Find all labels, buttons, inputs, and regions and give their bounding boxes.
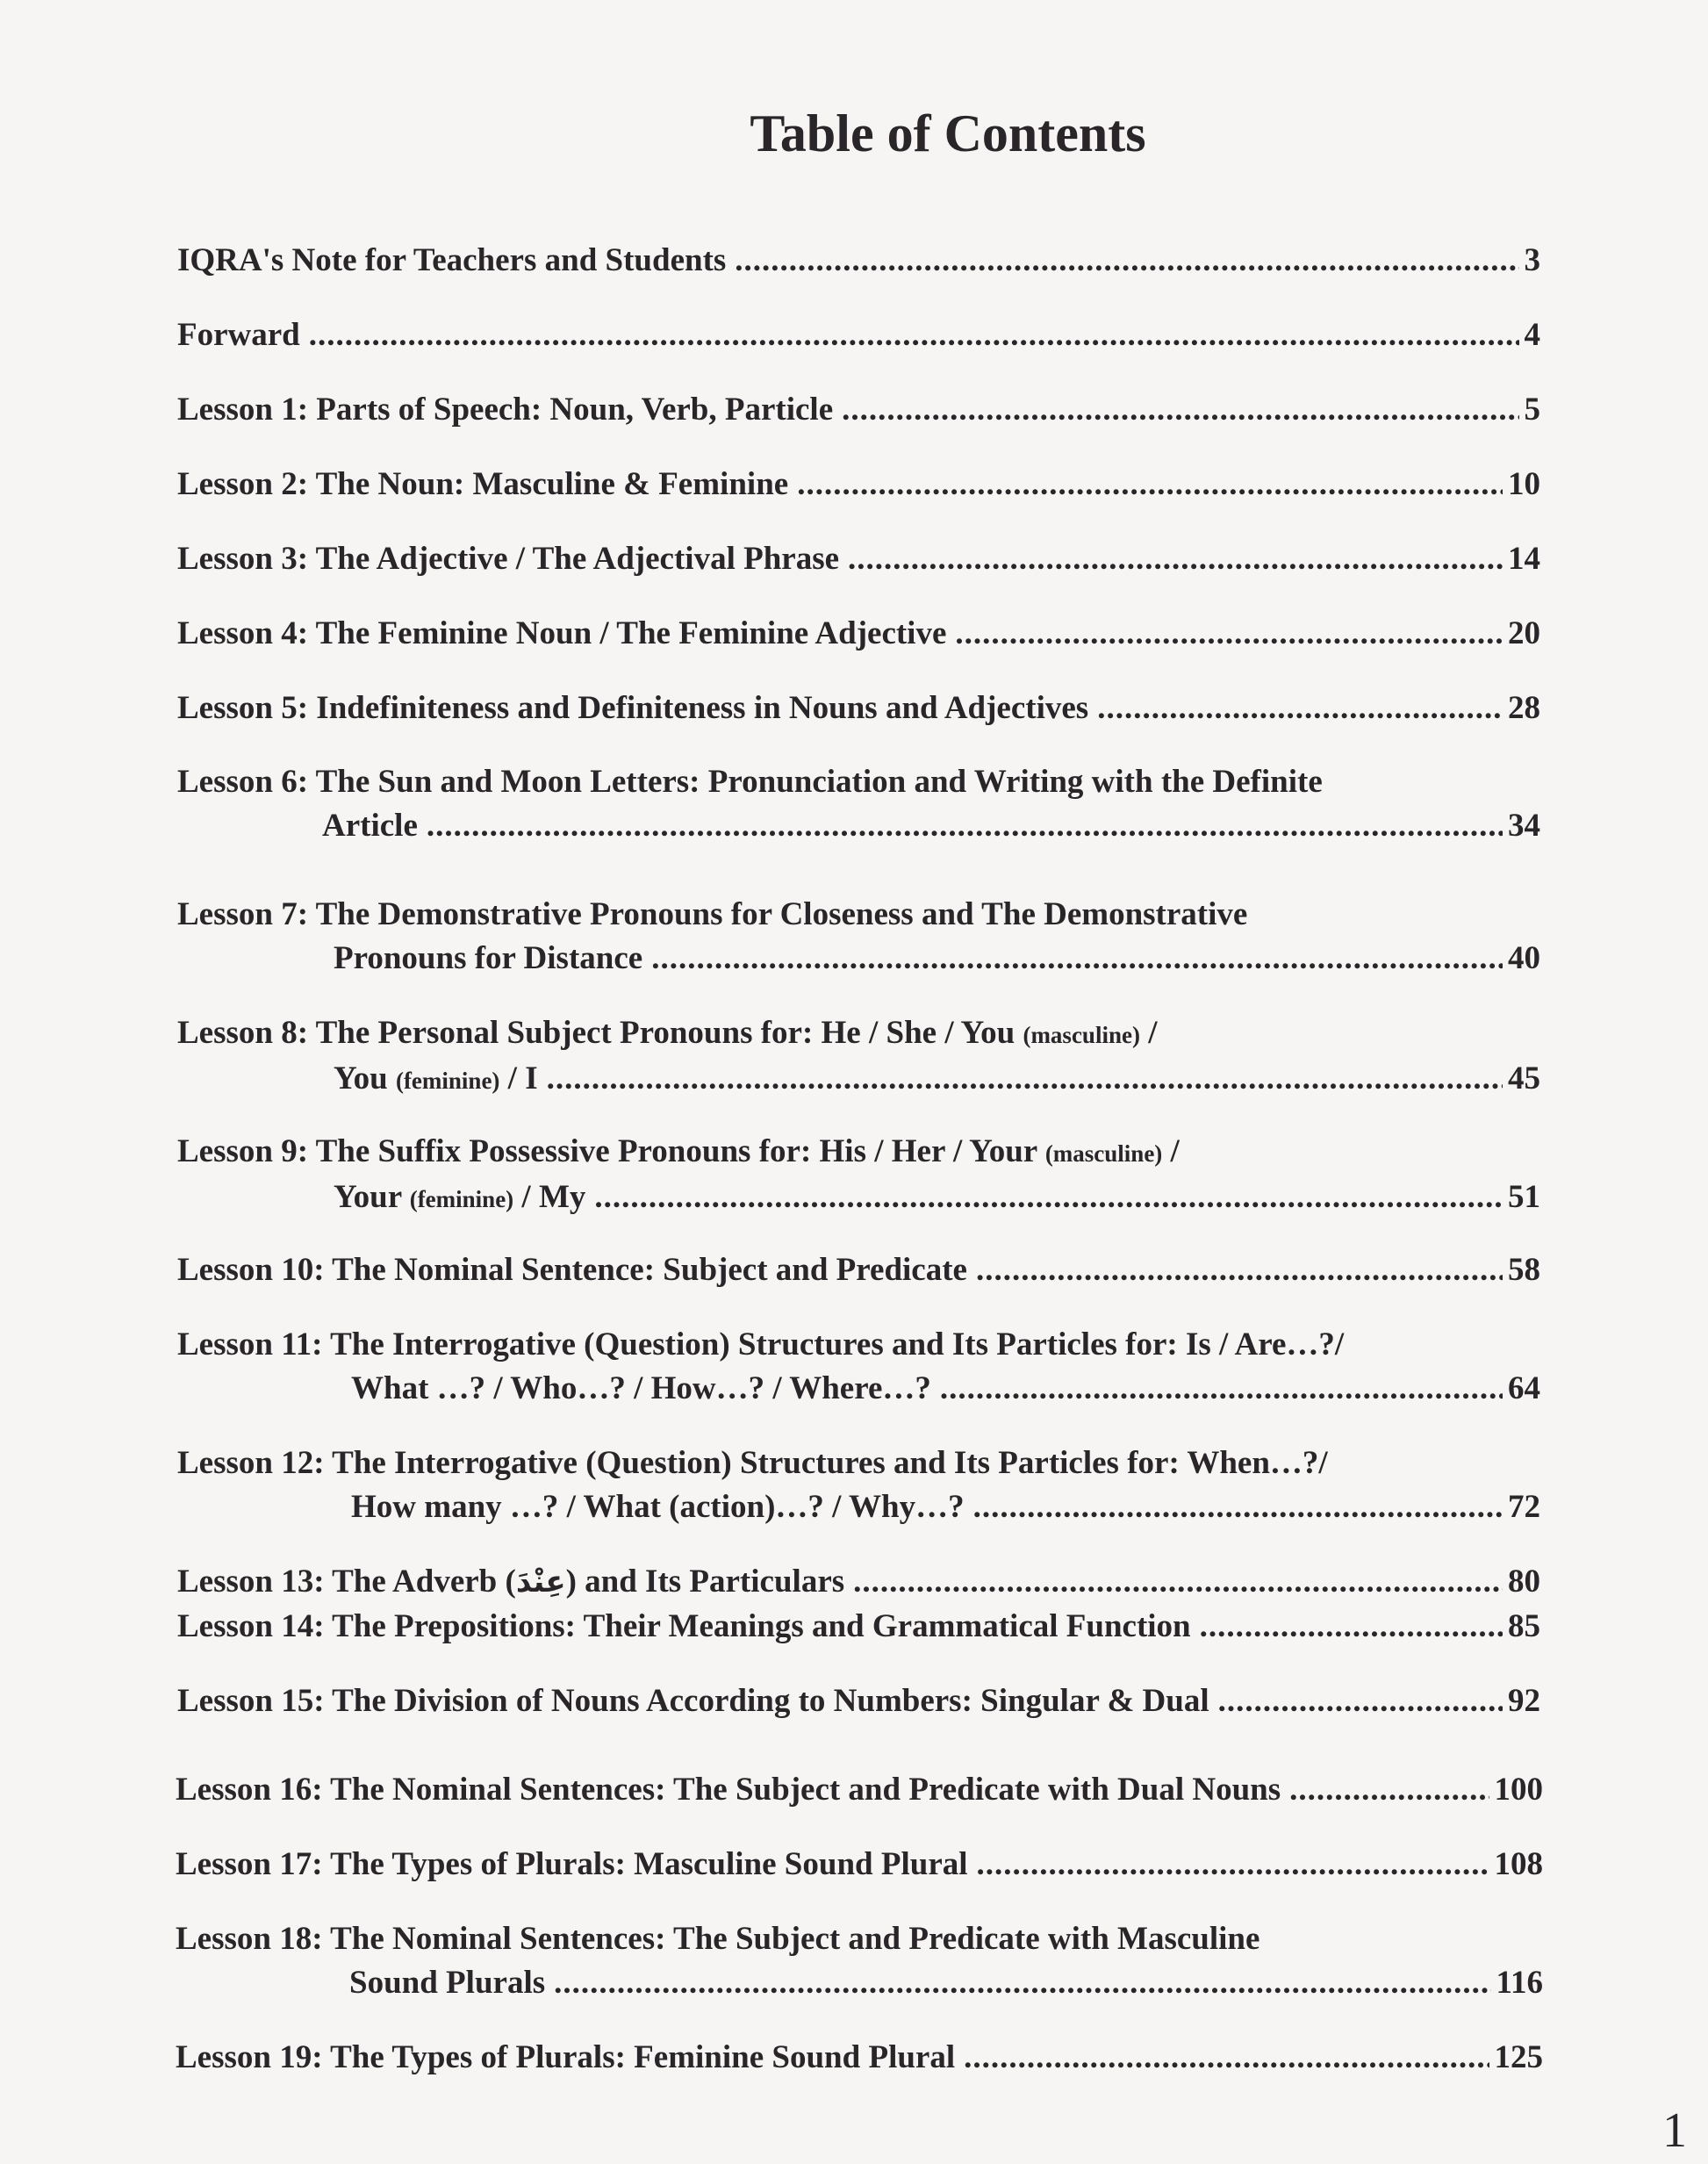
entry-title-line2: You (feminine) / I xyxy=(334,1060,538,1096)
toc-entry-lesson-4[interactable] xyxy=(177,612,1540,656)
entry-title-line1: Lesson 9: The Suffix Possessive Pronouns for: His / Her / Your (masculine) / xyxy=(177,1133,1180,1169)
entry-page: 116 xyxy=(1496,1965,1543,2001)
page-number: 1 xyxy=(1662,2103,1687,2158)
entry-page: 14 xyxy=(1508,541,1540,577)
entry-title-line2: How many …? / What (action)…? / Why…? xyxy=(351,1489,965,1525)
entry-title: Lesson 19: The Types of Plurals: Feminine Sound Plural xyxy=(176,2039,956,2075)
toc-entry-lesson-15[interactable] xyxy=(177,1679,1540,1723)
toc-entry-lesson-17[interactable] xyxy=(176,1843,1543,1887)
entry-title-line1: Lesson 12: The Interrogative (Question) Structures and Its Particles for: When…?/ xyxy=(177,1445,1328,1481)
entry-title: IQRA's Note for Teachers and Students xyxy=(177,242,727,278)
toc-entry-lesson-10[interactable] xyxy=(177,1248,1540,1292)
toc-entry-notes[interactable] xyxy=(177,239,1540,283)
entry-title-line1: Lesson 8: The Personal Subject Pronouns for: He / She / You (masculine) / xyxy=(177,1015,1158,1051)
leader-dots xyxy=(848,537,1503,581)
entry-page: 28 xyxy=(1508,690,1540,726)
page-title: Table of Contents xyxy=(750,104,1146,162)
entry-page: 85 xyxy=(1508,1608,1540,1644)
entry-title: Lesson 5: Indefiniteness and Definiteness in Nouns and Adjectives xyxy=(177,690,1089,726)
entry-title-line1: Lesson 6: The Sun and Moon Letters: Pronunciation and Writing with the Definite xyxy=(177,764,1323,800)
toc-entry-lesson-18[interactable] xyxy=(176,1917,1543,2005)
toc-entry-lesson-3[interactable] xyxy=(177,537,1540,581)
entry-page: 20 xyxy=(1508,615,1540,651)
leader-dots xyxy=(976,1248,1503,1292)
entry-page: 5 xyxy=(1524,392,1540,428)
entry-page: 40 xyxy=(1508,940,1540,976)
entry-title: Lesson 15: The Division of Nouns According to Numbers: Singular & Dual xyxy=(177,1683,1209,1719)
leader-dots xyxy=(547,1057,1503,1101)
toc-entry-lesson-16[interactable] xyxy=(176,1768,1543,1812)
entry-title: Forward xyxy=(177,317,300,353)
entry-page: 125 xyxy=(1494,2039,1543,2075)
entry-title-line2: Sound Plurals xyxy=(349,1965,546,2001)
toc-entry-lesson-8[interactable] xyxy=(177,1011,1540,1103)
entry-page: 3 xyxy=(1524,242,1540,278)
entry-page: 51 xyxy=(1508,1179,1540,1215)
leader-dots xyxy=(309,313,1519,357)
leader-dots xyxy=(594,1175,1503,1219)
toc-entry-lesson-13[interactable] xyxy=(177,1560,1540,1604)
entry-title-line2: Your (feminine) / My xyxy=(334,1179,586,1215)
leader-dots xyxy=(651,937,1503,981)
toc-entry-lesson-2[interactable] xyxy=(177,463,1540,507)
toc-entry-lesson-9[interactable] xyxy=(177,1130,1540,1221)
leader-dots xyxy=(1097,687,1503,730)
leader-dots xyxy=(735,239,1518,283)
leader-dots xyxy=(1218,1679,1503,1723)
entry-page: 64 xyxy=(1508,1370,1540,1406)
leader-dots xyxy=(554,1961,1490,2005)
entry-page: 10 xyxy=(1508,466,1540,502)
leader-dots xyxy=(853,1560,1503,1604)
leader-dots xyxy=(955,612,1503,656)
leader-dots xyxy=(797,463,1503,507)
toc-entry-lesson-12[interactable] xyxy=(177,1441,1540,1529)
toc-entry-lesson-6[interactable] xyxy=(177,760,1540,848)
entry-title: Lesson 17: The Types of Plurals: Masculine Sound Plural xyxy=(176,1846,968,1882)
entry-title: Lesson 4: The Feminine Noun / The Feminine Adjective xyxy=(177,615,947,651)
entry-title-line2: What …? / Who…? / How…? / Where…? xyxy=(351,1370,931,1406)
entry-title-line2: Article xyxy=(322,808,418,844)
entry-title-line1: Lesson 11: The Interrogative (Question) Structures and Its Particles for: Is / Are…?/ xyxy=(177,1326,1345,1362)
leader-dots xyxy=(427,804,1503,848)
entry-title: Lesson 3: The Adjective / The Adjectival Phrase xyxy=(177,541,840,577)
leader-dots xyxy=(973,1485,1503,1529)
toc-entry-lesson-19[interactable] xyxy=(176,2036,1543,2080)
entry-title: Lesson 14: The Prepositions: Their Meanings and Grammatical Function xyxy=(177,1608,1191,1644)
toc-entry-lesson-1[interactable] xyxy=(177,388,1540,432)
toc-entry-lesson-14[interactable] xyxy=(177,1605,1540,1649)
entry-title: Lesson 10: The Nominal Sentence: Subject and Predicate xyxy=(177,1252,967,1288)
entry-page: 80 xyxy=(1508,1564,1540,1600)
leader-dots xyxy=(1289,1768,1489,1812)
entry-page: 100 xyxy=(1494,1772,1543,1808)
entry-title: Lesson 2: The Noun: Masculine & Feminine xyxy=(177,466,789,502)
leader-dots xyxy=(842,388,1518,432)
entry-title-line1: Lesson 7: The Demonstrative Pronouns for Closeness and The Demonstrative xyxy=(177,896,1248,932)
toc-entry-forward[interactable] xyxy=(177,313,1540,357)
leader-dots xyxy=(977,1843,1489,1887)
toc-entry-lesson-7[interactable] xyxy=(177,893,1540,981)
leader-dots xyxy=(964,2036,1489,2080)
entry-title: Lesson 16: The Nominal Sentences: The Subject and Predicate with Dual Nouns xyxy=(176,1772,1281,1808)
entry-page: 92 xyxy=(1508,1683,1540,1719)
leader-dots xyxy=(1200,1605,1503,1649)
leader-dots xyxy=(940,1367,1503,1411)
entry-page: 45 xyxy=(1508,1060,1540,1096)
entry-title-line1: Lesson 18: The Nominal Sentences: The Subject and Predicate with Masculine xyxy=(176,1921,1260,1957)
toc-entry-lesson-11[interactable] xyxy=(177,1323,1540,1411)
entry-title: Lesson 1: Parts of Speech: Noun, Verb, Particle xyxy=(177,392,834,428)
entry-title: Lesson 13: The Adverb (عِنْدَ) and Its Particulars xyxy=(177,1564,845,1600)
entry-title-line2: Pronouns for Distance xyxy=(334,940,643,976)
entry-page: 4 xyxy=(1524,317,1540,353)
arabic-word: عِنْدَ xyxy=(515,1564,566,1600)
entry-page: 72 xyxy=(1508,1489,1540,1525)
entry-page: 108 xyxy=(1494,1846,1543,1882)
entry-page: 58 xyxy=(1508,1252,1540,1288)
toc-entry-lesson-5[interactable] xyxy=(177,687,1540,730)
entry-page: 34 xyxy=(1508,808,1540,844)
